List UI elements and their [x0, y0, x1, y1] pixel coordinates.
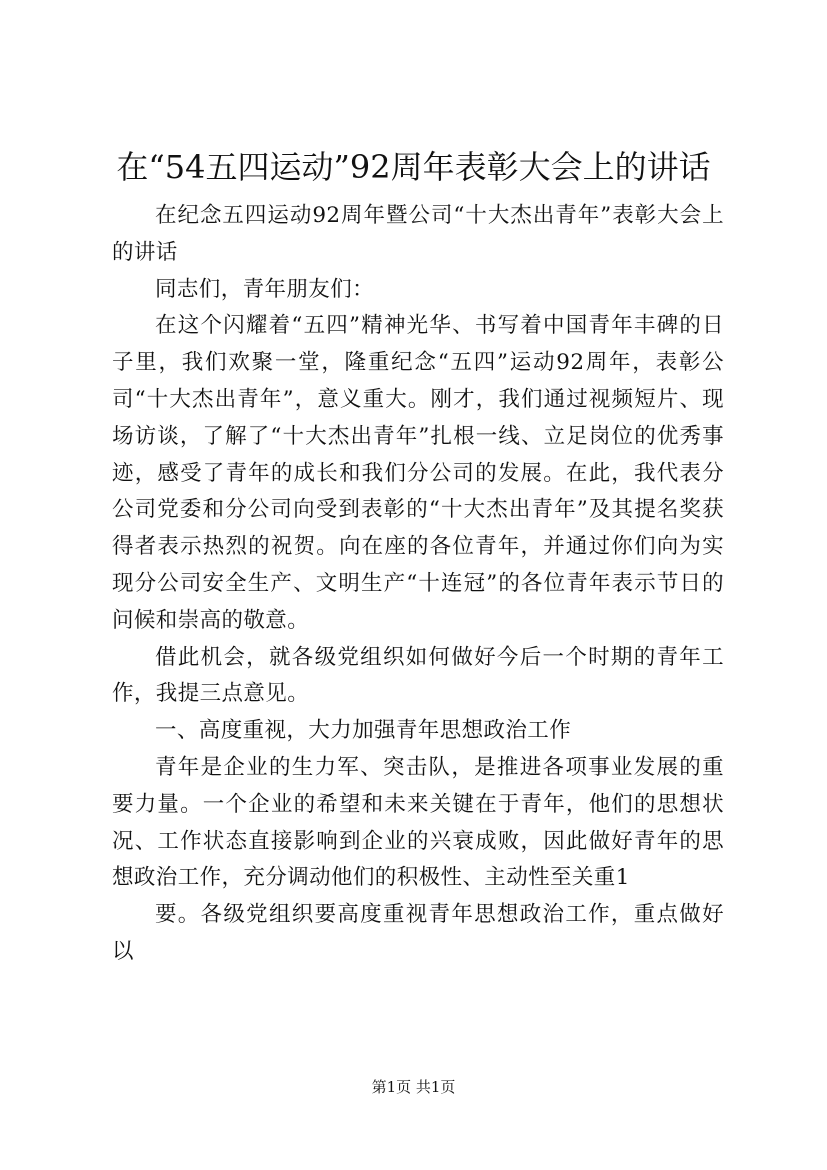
paragraph-opening: 在这个闪耀着“五四”精神光华、书写着中国青年丰碑的日子里，我们欢聚一堂，隆重纪念“五四”运动92周年，表彰公司“十大杰出青年”，意义重大。刚才，我们通过视频短片、现场访谈，了解了“十大杰出青年”扎根一线、立足岗位的优秀事迹，感受了青年的成长和我们分公司的发展。在此，我代表分公司党委和分公司向受到表彰的“十大杰出青年”及其提名奖获得者表示热烈的祝贺。向在座的各位青年，并通过你们向为实现分公司安全生产、文明生产“十连冠”的各位青年表示节日的问候和崇高的敬意。 [112, 313, 724, 633]
paragraph-section-1: 青年是企业的生力军、突击队，是推进各项事业发展的重要力量。一个企业的希望和未来关键在于青年，他们的思想状况、工作状态直接影响到企业的兴衰成败，因此做好青年的思想政治工作，充分调动他们的积极性、主动性至关重1 [112, 754, 724, 891]
paragraph-intro-points: 借此机会，就各级党组织如何做好今后一个时期的青年工作，我提三点意见。 [112, 644, 724, 707]
paragraph-salutation: 同志们，青年朋友们： [155, 276, 375, 302]
document-title: 在“54五四运动”92周年表彰大会上的讲话 [116, 148, 711, 186]
paragraph-subtitle: 在纪念五四运动92周年暨公司“十大杰出青年”表彰大会上的讲话 [112, 203, 724, 265]
section-heading-1: 一、高度重视，大力加强青年思想政治工作 [155, 718, 572, 744]
paragraph-continued: 要。各级党组织要高度重视青年思想政治工作，重点做好以 [112, 902, 724, 964]
page-number-footer: 第1页 共1页 [371, 1078, 456, 1096]
document-body [112, 198, 724, 971]
